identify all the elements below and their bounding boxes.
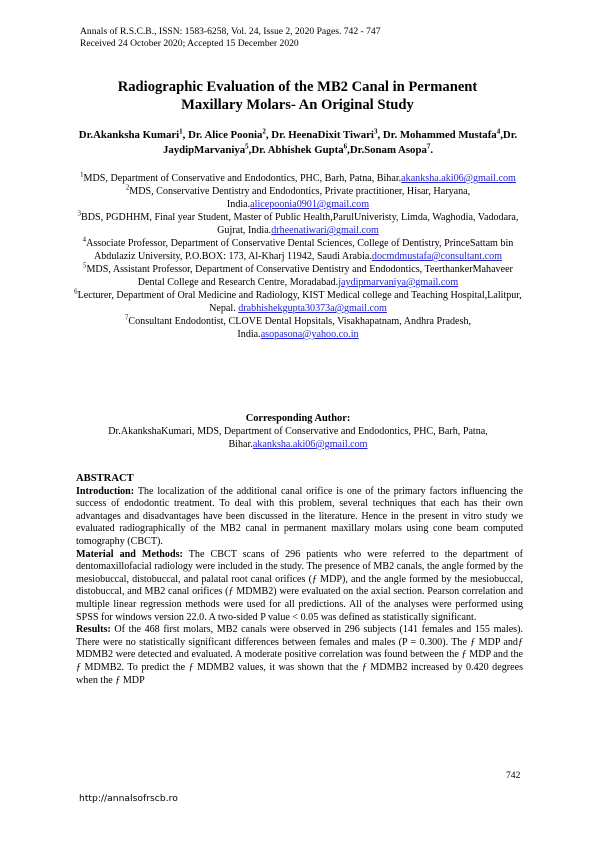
footer-url-link[interactable]: http://annalsofrscb.ro: [79, 793, 178, 804]
angle-symbol: ƒ: [461, 649, 467, 661]
angle-symbol: ƒ: [115, 674, 121, 686]
corresponding-author-text: Dr.AkankshaKumari, MDS, Department of Conservative and Endodontics, PHC, Barh, Patna, Bihar.: [108, 426, 488, 450]
author-separator: ,: [500, 129, 503, 141]
introduction-text: The localization of the additional canal orifice is one of the primary factors influencing the success of endodontic treatment. To deal with this problem, several techniques that each has their own advantages and disadvantages have been discussed in the literature. Hence in the present in vitro study we evaluated radiographically of the MB2 canal in permanent maxillary molars using cone beam computed tomography (CBCT).: [76, 485, 523, 547]
affiliation-email-link[interactable]: jaydipmarvaniya@gmail.com: [338, 277, 459, 288]
affiliation-email-link[interactable]: drheenatiwari@gmail.com: [271, 225, 379, 236]
affiliation-number: 6: [74, 288, 78, 296]
author-superscript: 3: [373, 127, 378, 136]
results-text: MDP and: [475, 636, 518, 648]
corresponding-author-heading: Corresponding Author:: [245, 413, 351, 424]
affiliation-item: [74, 185, 522, 211]
author-superscript: 1: [179, 127, 183, 136]
author-separator: ,: [182, 129, 189, 141]
affiliation-text: Associate Professor, Department of Conservative Dental Sciences, College of Dentistry, PrinceSattam bin Abdulaziz University, P.O.BOX: 173, Al-Kharj 11942, Saudi Arabia.: [86, 238, 514, 262]
abstract-methods: [76, 549, 523, 625]
affiliation-item: [74, 237, 522, 263]
affiliation-item: [74, 211, 522, 237]
author-name: Dr.Akanksha Kumari: [78, 129, 180, 141]
results-text: MDMB2. To predict the: [81, 661, 189, 673]
author-superscript: 5: [245, 142, 249, 151]
affiliation-email-link[interactable]: akanksha.aki06@gmail.com: [401, 173, 516, 184]
corresponding-author-details: [74, 425, 522, 451]
paper-title: [60, 79, 535, 114]
angle-symbol: ƒ: [311, 573, 317, 585]
affiliation-email-link[interactable]: asopasona@yahoo.co.in: [260, 329, 359, 340]
results-text: MDP and the: [466, 649, 524, 661]
methods-label: Material and Methods:: [76, 548, 183, 560]
results-text: MDMB2 values, it was shown that the: [193, 661, 362, 673]
methods-text: MDP), and the angle formed by the mesiobuccal, distobuccal, and MB2 canal orifices (: [76, 573, 523, 598]
affiliation-item: [74, 289, 522, 315]
affiliation-number: 4: [82, 236, 87, 244]
angle-symbol: ƒ: [361, 661, 367, 673]
methods-text: MDMB2) were evaluated on the axial section. Pearson correlation and multiple linear regression methods were used for all predictions. All of the analyses were performed using SPSS for windows version 22.0. A two-sided P value < 0.05 was defined as statistically significant.: [76, 586, 523, 623]
methods-text: The CBCT scans of 296 patients who were referred to the department of dentomaxillofacial radiology were included in the study. The presence of MB2 canals, the angle formed by the mesiobuccal, distobuccal, and palatal root canal orifices (: [76, 548, 523, 585]
author-name: Dr. JaydipMarvaniya: [162, 129, 518, 156]
affiliation-text: BDS, PGDHHM, Final year Student, Master of Public Health,ParulUniveristy, Limda, Waghodia, Vadodara, Gujrat, India.: [80, 212, 519, 236]
author-superscript: 4: [496, 127, 501, 136]
affiliation-email-link[interactable]: drabhishekgupta30373a@gmail.com: [238, 303, 387, 314]
author-list: [78, 128, 518, 158]
results-text: MDP: [120, 674, 145, 686]
affiliation-text: Lecturer, Department of Oral Medicine and Radiology, KIST Medical college and Teaching Hospital,Lalitpur, Nepal.: [77, 290, 522, 314]
author-name: Dr. Mohammed Mustafa: [382, 129, 497, 141]
author-separator: ,: [347, 144, 350, 156]
abstract-results: [76, 624, 523, 687]
introduction-label: Introduction:: [76, 485, 135, 497]
affiliation-number: 2: [125, 184, 130, 192]
angle-symbol: ƒ: [228, 586, 234, 598]
affiliation-item: [74, 315, 522, 341]
results-text: Of the 468 first molars, MB2 canals were observed in 296 subjects (141 females and 155 males). There were no statistically significant differences between females and males (P = 0.300). The: [76, 624, 523, 648]
affiliation-number: 1: [80, 171, 84, 179]
journal-citation: Annals of R.S.C.B., ISSN: 1583-6258, Vol. 24, Issue 2, 2020 Pages. 742 - 747: [80, 26, 381, 37]
corresponding-email-link[interactable]: akanksha.aki06@gmail.com: [252, 439, 368, 450]
affiliation-number: 5: [83, 262, 87, 270]
results-label: Results:: [76, 624, 111, 636]
angle-symbol: ƒ: [76, 661, 82, 673]
affiliation-text: MDS, Assistant Professor, Department of Conservative Dentistry and Endodontics, TeerthankerMahaveer Dental College and Research Centre, Moradabad.: [86, 264, 513, 288]
affiliation-number: 7: [124, 314, 129, 322]
author-name: Dr. Alice Poonia: [188, 129, 263, 141]
affiliation-list: [74, 172, 522, 341]
author-separator: ,: [377, 129, 383, 141]
affiliation-email-link[interactable]: alicepoonia0901@gmail.com: [250, 199, 370, 210]
affiliation-number: 3: [77, 210, 81, 218]
title-line-1: Radiographic Evaluation of the MB2 Canal in Permanent: [117, 79, 478, 95]
title-line-2: Maxillary Molars- An Original Study: [181, 96, 414, 113]
author-superscript: 7: [426, 142, 431, 151]
angle-symbol: ƒ: [470, 636, 476, 648]
abstract-section: [76, 473, 523, 687]
abstract-heading: ABSTRACT: [76, 473, 134, 484]
author-name: Dr. Abhishek Gupta: [251, 144, 344, 156]
author-superscript: 6: [343, 142, 348, 151]
author-superscript: 2: [262, 127, 266, 136]
journal-header: [80, 26, 381, 51]
abstract-introduction: [76, 486, 523, 549]
angle-symbol: ƒ: [517, 636, 524, 648]
page-number: 742: [506, 770, 521, 781]
author-name: Dr. HeenaDixit Tiwari: [271, 129, 374, 141]
affiliation-item: [74, 172, 522, 185]
results-text: MDMB2 increased by 0.420 degrees when the: [76, 661, 523, 686]
affiliation-email-link[interactable]: docmdmustafa@consultant.com: [371, 251, 503, 262]
affiliation-text: Consultant Endodontist, CLOVE Dental Hopsitals, Visakhapatnam, Andhra Pradesh, India.: [128, 316, 472, 340]
results-text: MDMB2 were detected and evaluated. A moderate positive correlation was found between the: [76, 649, 462, 661]
author-name: Dr.Sonam Asopa: [349, 144, 427, 156]
angle-symbol: ƒ: [188, 661, 194, 673]
affiliation-text: MDS, Department of Conservative and Endodontics, PHC, Barh, Patna, Bihar.: [83, 173, 402, 184]
author-separator: ,: [265, 129, 272, 141]
corresponding-author: [74, 412, 522, 451]
author-separator: ,: [248, 144, 252, 156]
received-accepted-dates: Received 24 October 2020; Accepted 15 December 2020: [80, 38, 299, 50]
affiliation-item: [74, 263, 522, 289]
author-separator: .: [430, 144, 434, 156]
affiliation-text: MDS, Conservative Dentistry and Endodontics, Private practitioner, Hisar, Haryana, India.: [129, 186, 471, 210]
